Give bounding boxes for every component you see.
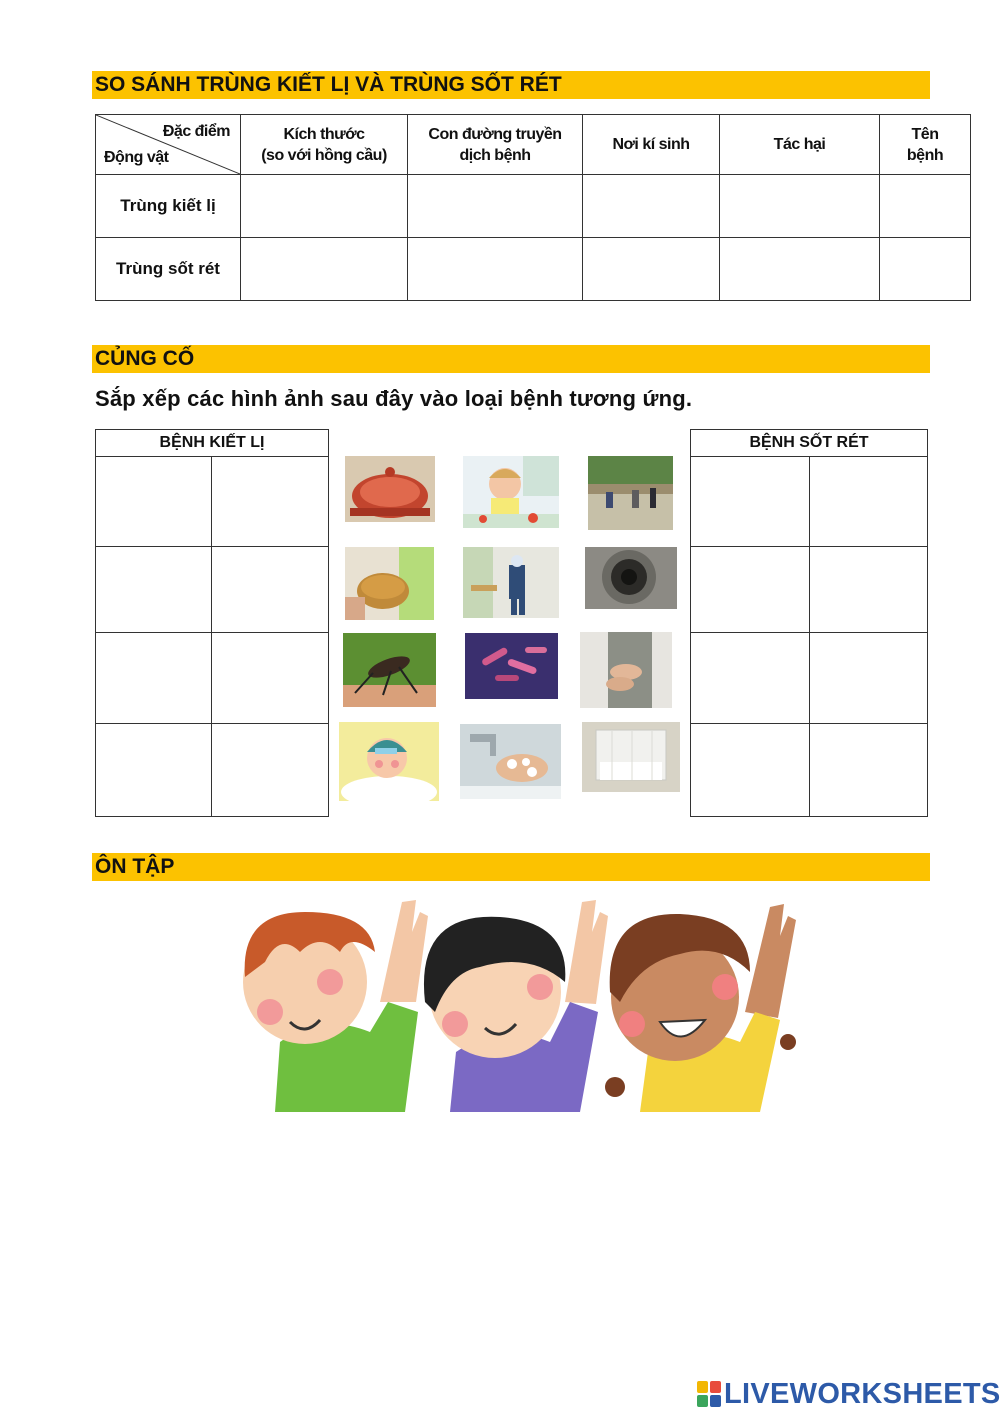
drop-slot[interactable] (96, 457, 212, 547)
answer-cell[interactable] (408, 238, 583, 301)
answer-cell[interactable] (720, 238, 880, 301)
dysentery-drop-box (95, 429, 329, 817)
hand-washing-photo[interactable] (460, 724, 561, 799)
column-header: Kích thước (so với hồng cầu) (241, 115, 408, 175)
logo-mark-icon (697, 1381, 721, 1407)
drop-slot[interactable] (212, 724, 329, 817)
comparison-table (95, 114, 971, 301)
answer-cell[interactable] (583, 175, 720, 238)
malaria-drop-box (690, 429, 928, 817)
column-header: Tác hại (720, 115, 880, 175)
section-title: ÔN TẬP (95, 855, 175, 878)
drop-slot[interactable] (691, 547, 810, 633)
answer-cell[interactable] (583, 238, 720, 301)
row-label: Trùng sốt rét (96, 238, 241, 301)
soup-bowl-photo[interactable] (345, 547, 434, 620)
people-clearing-yard-photo[interactable] (588, 456, 673, 530)
answer-cell[interactable] (408, 175, 583, 238)
drop-slot[interactable] (691, 633, 810, 724)
mosquito-photo[interactable] (343, 633, 436, 707)
logo-text: LIVEWORKSHEETS (724, 1377, 1000, 1410)
column-header: Tên bệnh (880, 115, 971, 175)
spraying-insecticide-photo[interactable] (463, 547, 559, 618)
feverish-child-illustration[interactable] (339, 722, 439, 801)
section-title: SO SÁNH TRÙNG KIẾT LỊ VÀ TRÙNG SỐT RÉT (95, 73, 562, 96)
section-heading-bar (92, 853, 930, 881)
table-row (96, 175, 971, 238)
drop-slot[interactable] (809, 547, 928, 633)
box-title: BỆNH SỐT RÉT (691, 430, 928, 457)
drop-slot[interactable] (809, 457, 928, 547)
drop-slot[interactable] (691, 724, 810, 817)
answer-cell[interactable] (241, 175, 408, 238)
section-heading-bar (92, 345, 930, 373)
drop-slot[interactable] (96, 633, 212, 724)
child-eating-photo[interactable] (463, 456, 559, 528)
section-title: CỦNG CỐ (95, 347, 195, 370)
corner-header-cell (96, 115, 241, 175)
drop-slot[interactable] (212, 633, 329, 724)
drop-slot[interactable] (809, 633, 928, 724)
drop-slot[interactable] (212, 547, 329, 633)
water-well-photo[interactable] (585, 547, 677, 609)
drop-slot[interactable] (212, 457, 329, 547)
bacteria-microscope-photo[interactable] (465, 633, 558, 699)
drop-slot[interactable] (691, 457, 810, 547)
mosquito-net-photo[interactable] (582, 722, 680, 792)
drop-slot[interactable] (809, 724, 928, 817)
answer-cell[interactable] (880, 238, 971, 301)
table-row (96, 238, 971, 301)
row-label: Trùng kiết lị (96, 175, 241, 238)
box-title: BỆNH KIẾT LỊ (96, 430, 329, 457)
answer-cell[interactable] (880, 175, 971, 238)
corner-label-top: Đặc điểm (162, 123, 230, 140)
column-header: Con đường truyền dịch bệnh (408, 115, 583, 175)
stomach-ache-photo[interactable] (580, 632, 672, 708)
column-header: Nơi kí sinh (583, 115, 720, 175)
instruction-text: Sắp xếp các hình ảnh sau đây vào loại bệnh tương ứng. (95, 386, 693, 411)
food-cover-photo[interactable] (345, 456, 435, 522)
drop-slot[interactable] (96, 724, 212, 817)
answer-cell[interactable] (720, 175, 880, 238)
drop-slot[interactable] (96, 547, 212, 633)
section-heading-bar (92, 71, 930, 99)
corner-label-bottom: Động vật (104, 149, 169, 166)
answer-cell[interactable] (241, 238, 408, 301)
kids-raising-hands-illustration (220, 892, 805, 1112)
liveworksheets-logo (697, 1376, 1000, 1412)
